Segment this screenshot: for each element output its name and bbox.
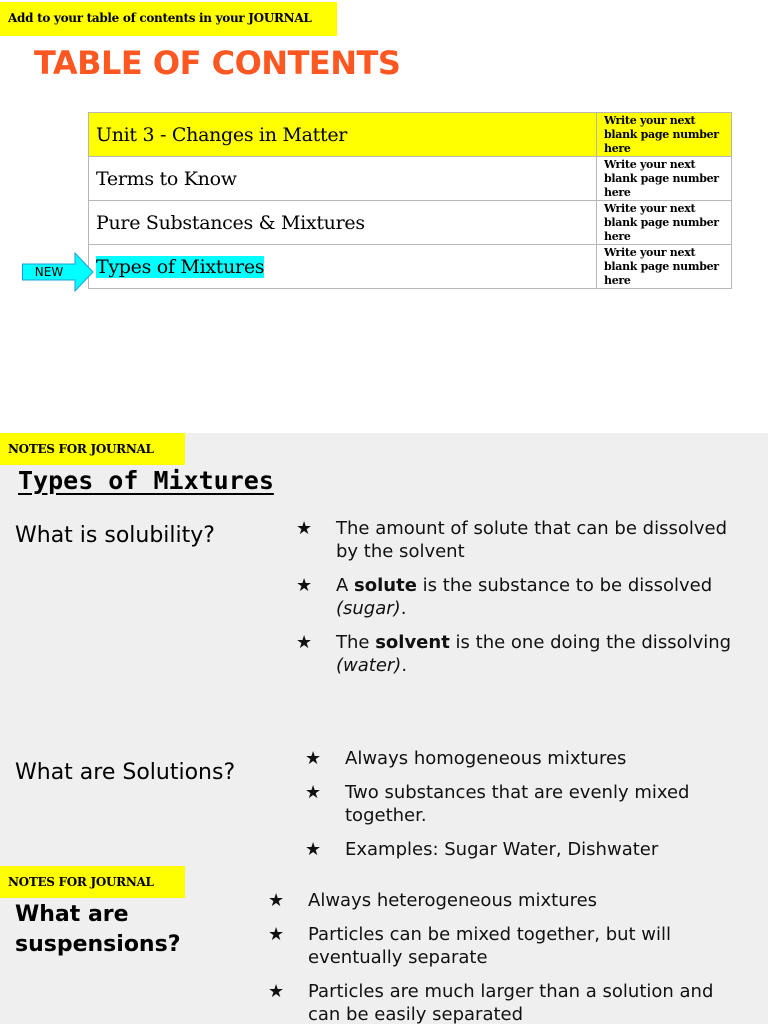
- bullet-text: The amount of solute that can be dissolved by the solvent: [336, 518, 727, 562]
- toc-title: TABLE OF CONTENTS: [34, 44, 401, 82]
- list-item: [296, 631, 746, 677]
- star-icon: ★: [305, 748, 322, 769]
- list-item: [305, 838, 755, 861]
- toc-page-cell: Write your next blank page number here: [597, 113, 732, 157]
- text-fragment: .: [401, 655, 408, 676]
- toc-entry-new: [89, 245, 597, 289]
- toc-banner-text: Add to your table of contents in your JOURNAL: [8, 11, 312, 25]
- notes-banner: [0, 433, 185, 465]
- bullet-text: [336, 575, 712, 619]
- star-icon: ★: [296, 518, 313, 539]
- notes-heading: Types of Mixtures: [18, 466, 274, 495]
- toc-entry: Unit 3 - Changes in Matter: [89, 113, 597, 157]
- solutions-bullets: [305, 747, 755, 861]
- notes-banner-text: NOTES FOR JOURNAL: [8, 442, 154, 456]
- toc-row: [89, 201, 732, 245]
- new-arrow: [22, 252, 94, 292]
- suspensions-question: What are suspensions?: [15, 902, 181, 957]
- toc-row: [89, 113, 732, 157]
- suspensions-bullets: [268, 889, 748, 1026]
- solubility-bullets: [296, 517, 746, 677]
- bullet-text: Examples: Sugar Water, Dishwater: [345, 839, 659, 860]
- highlighted-entry: Types of Mixtures: [96, 255, 265, 278]
- star-icon: ★: [305, 782, 322, 803]
- star-icon: ★: [296, 575, 313, 596]
- text-fragment: The: [336, 632, 376, 653]
- list-item: [305, 781, 755, 827]
- toc-page-cell: Write your next blank page number here: [597, 245, 732, 289]
- example-text: (water): [336, 655, 402, 676]
- bullet-text: Always homogeneous mixtures: [345, 748, 627, 769]
- list-item: [268, 889, 748, 912]
- toc-page-cell: Write your next blank page number here: [597, 201, 732, 245]
- text-fragment: .: [400, 598, 407, 619]
- term-solute: solute: [354, 575, 417, 596]
- toc-entry: Pure Substances & Mixtures: [89, 201, 597, 245]
- notes-banner-text: NOTES FOR JOURNAL: [8, 875, 154, 889]
- solutions-question: What are Solutions?: [15, 760, 236, 785]
- star-icon: ★: [296, 632, 313, 653]
- toc-row: [89, 245, 732, 289]
- list-item: [268, 980, 748, 1026]
- notes-banner-2: [0, 866, 185, 898]
- star-icon: ★: [268, 890, 285, 911]
- star-icon: ★: [268, 924, 285, 945]
- star-icon: ★: [268, 981, 285, 1002]
- bullet-text: Two substances that are evenly mixed together.: [345, 782, 690, 826]
- star-icon: ★: [305, 839, 322, 860]
- bullet-text: Particles can be mixed together, but will eventually separate: [308, 924, 672, 968]
- example-text: (sugar): [336, 598, 401, 619]
- bullet-text: [336, 632, 731, 676]
- new-label: NEW: [34, 265, 64, 279]
- list-item: [296, 574, 746, 620]
- solubility-question: What is solubility?: [15, 523, 215, 548]
- text-fragment: A: [336, 575, 355, 596]
- bullet-text: Always heterogeneous mixtures: [308, 890, 598, 911]
- term-solvent: solvent: [375, 632, 450, 653]
- text-fragment: is the substance to be dissolved: [416, 575, 713, 596]
- toc-table: [88, 112, 732, 289]
- toc-row: [89, 157, 732, 201]
- list-item: [305, 747, 755, 770]
- list-item: [296, 517, 746, 563]
- list-item: [268, 923, 748, 969]
- toc-banner: [0, 2, 337, 36]
- bullet-text: Particles are much larger than a solution and can be easily separated: [308, 981, 714, 1025]
- toc-entry: Terms to Know: [89, 157, 597, 201]
- text-fragment: is the one doing the dissolving: [449, 632, 732, 653]
- toc-page-cell: Write your next blank page number here: [597, 157, 732, 201]
